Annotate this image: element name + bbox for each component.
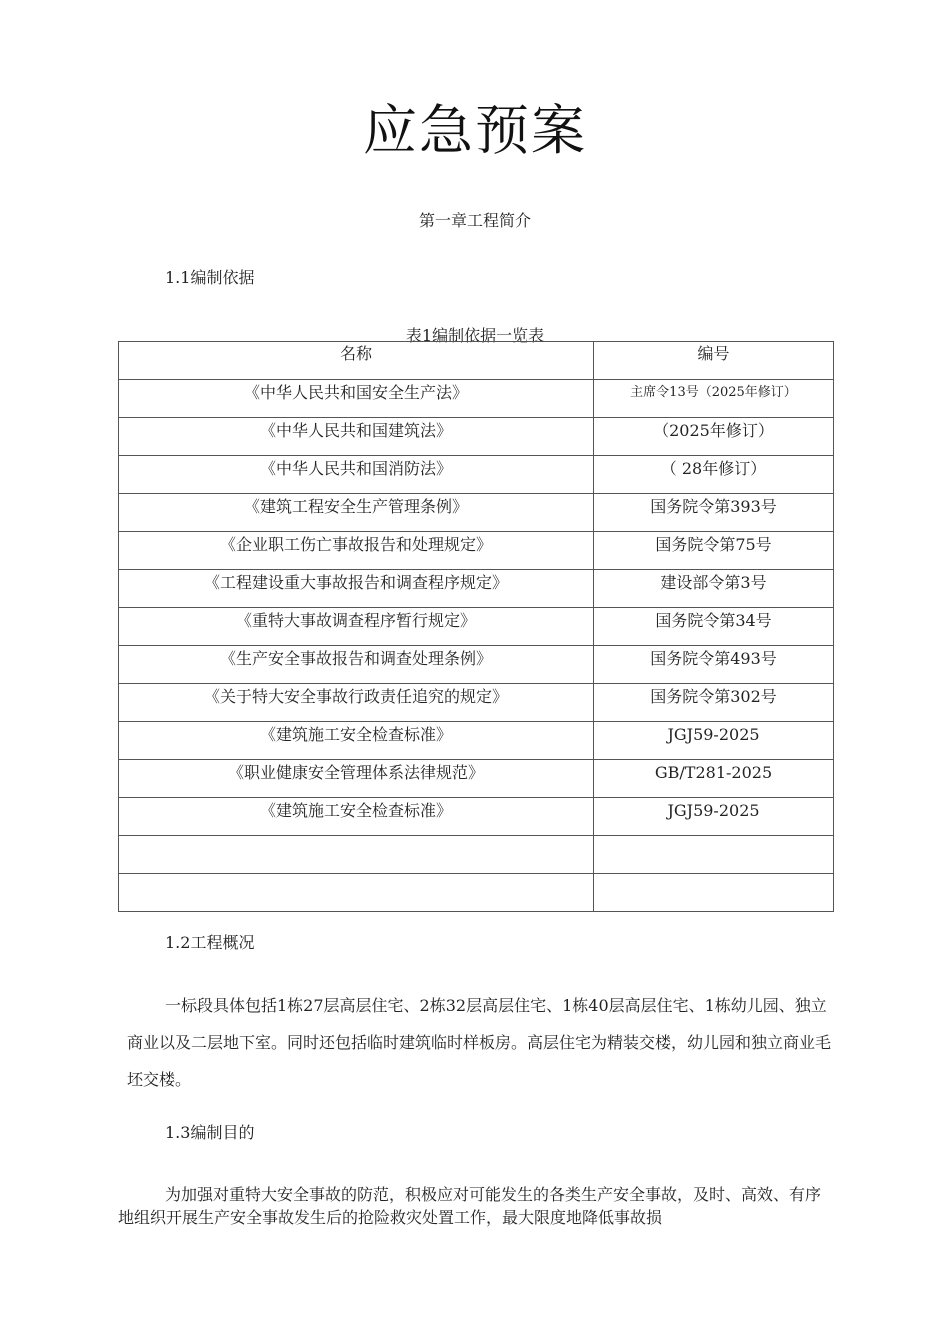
purpose-paragraph: 为加强对重特大安全事故的防范，积极应对可能发生的各类生产安全事故，及时、高效、有序地组织开展生产安全事故发生后的抢险救灾处置工作，最大限度地降低事故损: [118, 1185, 822, 1227]
table-row: [119, 874, 834, 912]
cell-name: 《关于特大安全事故行政责任追究的规定》: [119, 684, 594, 722]
cell-number: （ 28年修订）: [594, 456, 834, 494]
cell-number: [594, 874, 834, 912]
cell-name: 《企业职工伤亡事故报告和处理规定》: [119, 532, 594, 570]
table-row: [119, 684, 834, 722]
table-row: [119, 532, 834, 570]
table-row: [119, 798, 834, 836]
section-heading-1-1: 1.1编制依据: [165, 268, 255, 287]
table-caption: 表1编制依据一览表: [405, 326, 545, 345]
cell-name: 《职业健康安全管理体系法律规范》: [119, 760, 594, 798]
document-title: 应急预案: [363, 99, 587, 162]
cell-number: 国务院令第493号: [594, 646, 834, 684]
cell-name: 《中华人民共和国安全生产法》: [119, 380, 594, 418]
chapter-heading: 第一章工程简介: [418, 211, 531, 230]
cell-number: （2025年修订）: [594, 418, 834, 456]
section-heading-1-3: 1.3编制目的: [165, 1123, 255, 1142]
cell-name: 《工程建设重大事故报告和调查程序规定》: [119, 570, 594, 608]
cell-number: 国务院令第302号: [594, 684, 834, 722]
section-heading-1-2: 1.2工程概况: [165, 933, 255, 952]
basis-table: [118, 341, 834, 912]
cell-number: 国务院令第34号: [594, 608, 834, 646]
cell-name: 《建筑施工安全检查标准》: [119, 722, 594, 760]
cell-name: [119, 836, 594, 874]
cell-number: [594, 836, 834, 874]
cell-number: JGJ59-2025: [594, 798, 834, 836]
cell-name: 《建筑工程安全生产管理条例》: [119, 494, 594, 532]
cell-number: 建设部令第3号: [594, 570, 834, 608]
table-header-row: [119, 342, 834, 380]
table-row: [119, 722, 834, 760]
header-name: 名称: [119, 342, 594, 380]
table-row: [119, 646, 834, 684]
table-row: [119, 418, 834, 456]
header-number: 编号: [594, 342, 834, 380]
table-row: [119, 760, 834, 798]
table-row: [119, 380, 834, 418]
cell-name: [119, 874, 594, 912]
cell-name: 《重特大事故调查程序暂行规定》: [119, 608, 594, 646]
cell-name: 《生产安全事故报告和调查处理条例》: [119, 646, 594, 684]
table-row: [119, 494, 834, 532]
cell-name: 《建筑施工安全检查标准》: [119, 798, 594, 836]
table-row: [119, 608, 834, 646]
cell-number: 主席令13号（2025年修订）: [594, 380, 834, 418]
cell-number: 国务院令第75号: [594, 532, 834, 570]
cell-number: GB/T281-2025: [594, 760, 834, 798]
table-row: [119, 456, 834, 494]
cell-name: 《中华人民共和国消防法》: [119, 456, 594, 494]
cell-number: 国务院令第393号: [594, 494, 834, 532]
project-overview-paragraph: 一标段具体包括1栋27层高层住宅、2栋32层高层住宅、1栋40层高层住宅、1栋幼儿园、独立商业以及二层地下室。同时还包括临时建筑临时样板房。高层住宅为精装交楼，幼儿园和独立商业毛坯交楼。: [127, 996, 832, 1089]
table-row: [119, 836, 834, 874]
table-row: [119, 570, 834, 608]
cell-name: 《中华人民共和国建筑法》: [119, 418, 594, 456]
cell-number: JGJ59-2025: [594, 722, 834, 760]
